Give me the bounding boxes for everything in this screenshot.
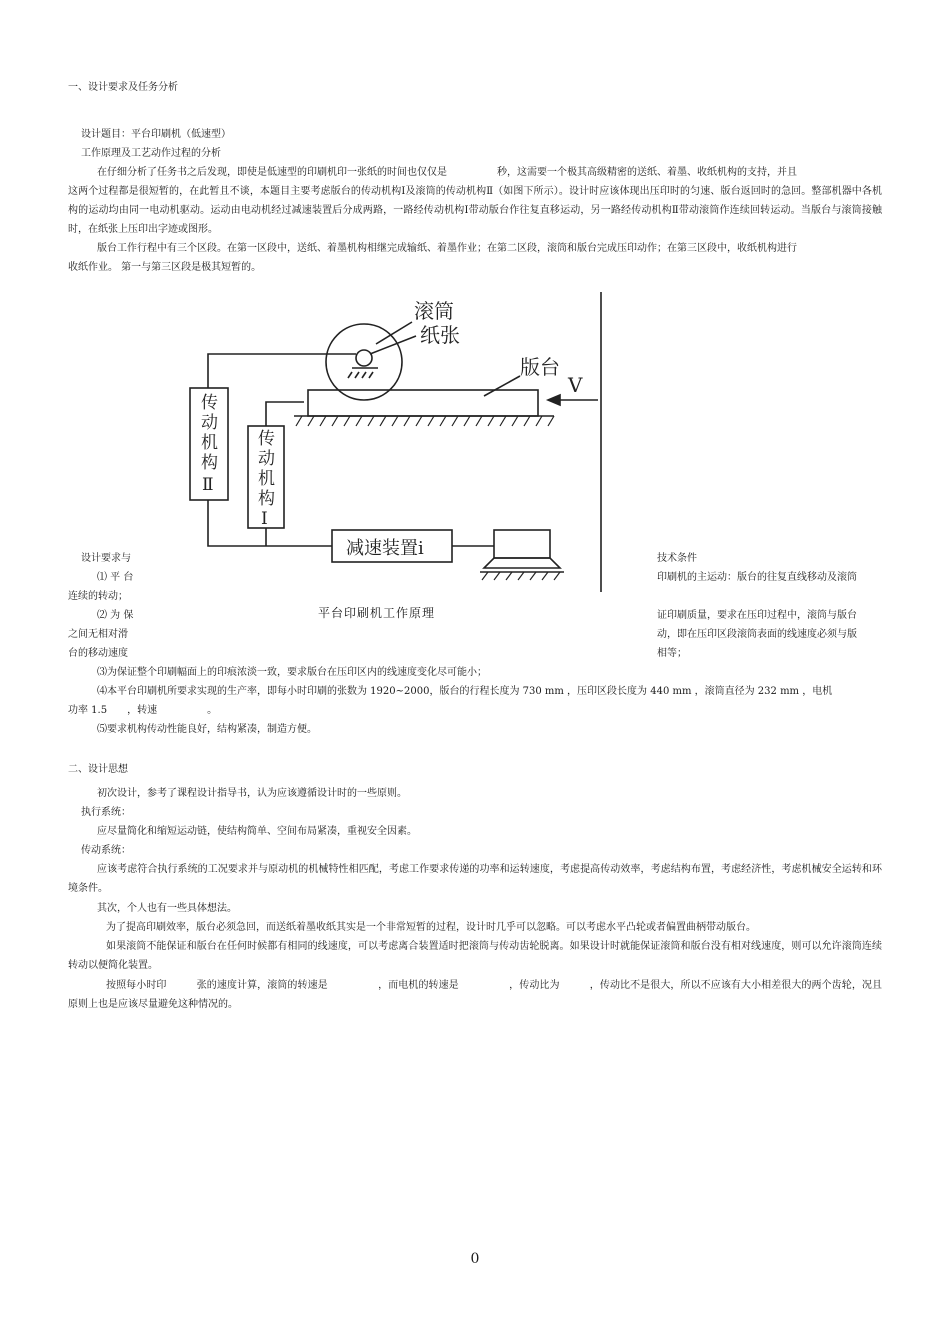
- idea-3: 按照每小时印 张的速度计算，滚筒的转速是 ，而电机的转速是 ，传动比为 ，传动比不是很大，所以不应该有大小相差很大的两个齿轮，况且原则上也是应该尽量避免这种情况的。: [68, 980, 882, 1010]
- section2-heading: 二、设计思想: [68, 764, 128, 775]
- para2-line2: 收纸作业。 第一与第三区段是极其短暂的。: [68, 262, 262, 273]
- req4-line2: 功率 1.5 ，转速 。: [68, 705, 218, 716]
- mech2-char-5: Ⅱ: [202, 475, 214, 495]
- page-number: 0: [470, 1251, 480, 1267]
- req2-line3-right: 相等；: [657, 648, 687, 659]
- req1-cont: 连续的转动；: [68, 591, 128, 602]
- para2-line1: 版台工作行程中有三个区段。在第一区段中，送纸、着墨机构相继完成输纸、着墨作业；在第二区段，滚筒和版台完成压印动作；在第三区段中，收纸机构进行: [97, 243, 797, 254]
- section1-heading: 一、设计要求及任务分析: [68, 82, 178, 93]
- section2-intro: 初次设计，参考了课程设计指导书，认为应该遵循设计时的一些原则。: [97, 788, 407, 799]
- idea-1: 为了提高印刷效率，版台必须急回，而送纸着墨收纸其实是一个非常短暂的过程，设计时几乎可以忽略。可以考虑水平凸轮或者偏置曲柄带动版台。: [106, 922, 756, 933]
- req2-line2-left: 之间无相对滑: [68, 629, 128, 640]
- machine-diagram-svg: [184, 292, 602, 592]
- para1-body: 这两个过程都是很短暂的，在此暂且不谈，本题目主要考虑版台的传动机构Ⅰ及滚筒的传动机构Ⅱ（如图下所示）。设计时应该体现出压印时的匀速、版台返回时的急回。整部机器中各机构的运动均由同一电动机驱动。运动由电动机经过减速装置后分成两路，一路经传动机构Ⅰ带动版台作往复直移运动，另一路经传动机构Ⅱ带动滚筒作连续回转运动。当版台与滚筒接触时，在纸张上压印出字迹或图形。: [68, 186, 882, 235]
- req1-right: 印刷机的主运动：版台的往复直线移动及滚筒: [657, 572, 857, 583]
- exec-text: 应尽量简化和缩短运动链，使结构简单、空间布局紧凑，重视安全因素。: [97, 826, 417, 837]
- exec-heading: 执行系统：: [81, 807, 131, 818]
- req1-left: ⑴ 平 台: [97, 572, 134, 583]
- trans-text: 应该考虑符合执行系统的工况要求并与原动机的机械特性相匹配，考虑工作要求传递的功率和运转速度，考虑提高传动效率，考虑结构布置，考虑经济性，考虑机械安全运转和环境条件。: [68, 864, 882, 894]
- req2-left: ⑵ 为 保: [97, 610, 134, 621]
- label-reducer: 减速装置i: [346, 538, 424, 559]
- req-heading-left: 设计要求与: [81, 553, 131, 564]
- machine-diagram: [184, 292, 602, 592]
- req4-line1: ⑷本平台印刷机所要求实现的生产率，即每小时印刷的张数为 1920~2000，版台的行程长度为 730 mm ，压印区段长度为 440 mm ，滚筒直径为 232 mm ，电机: [97, 686, 833, 697]
- mech1-char-3: 机: [258, 469, 275, 489]
- drum-roller: [356, 350, 372, 366]
- mech1-char-5: Ⅰ: [261, 509, 268, 529]
- label-drum: 滚筒: [414, 299, 454, 323]
- principle-heading: 工作原理及工艺动作过程的分析: [81, 148, 221, 159]
- req5: ⑸要求机构传动性能良好，结构紧凑，制造方便。: [97, 724, 317, 735]
- second-note: 其次，个人也有一些具体想法。: [97, 903, 237, 914]
- req2-line2-right: 动，即在压印区段滚筒表面的线速度必须与版: [657, 629, 857, 640]
- mech2-char-3: 机: [201, 433, 218, 453]
- mech1-char-1: 传: [258, 429, 275, 449]
- mech2-char-1: 传: [201, 393, 218, 413]
- req3: ⑶为保证整个印刷幅面上的印痕浓淡一致，要求版台在压印区内的线速度变化尽可能小；: [97, 667, 487, 678]
- figure-caption: 平台印刷机工作原理: [318, 606, 436, 620]
- mech2-char-2: 动: [201, 413, 218, 433]
- trans-heading: 传动系统：: [81, 845, 131, 856]
- req2-right: 证印刷质量，要求在压印过程中，滚筒与版台: [657, 610, 857, 621]
- label-platen: 版台: [520, 355, 560, 379]
- design-topic: 设计题目：平台印刷机（低速型）: [81, 129, 231, 140]
- req-heading-right: 技术条件: [657, 553, 697, 564]
- req2-line3-left: 台的移动速度: [68, 648, 128, 659]
- mech2-char-4: 构: [201, 453, 218, 473]
- ground-hatch: [296, 416, 560, 580]
- idea-2: 如果滚筒不能保证和版台在任何时候都有相同的线速度，可以考虑离合装置适时把滚筒与传动齿轮脱离。如果设计时就能保证滚筒和版台没有相对线速度，则可以允许滚筒连续转动以便简化装置。: [68, 941, 882, 971]
- para1-line1: 在仔细分析了任务书之后发现，即使是低速型的印刷机印一张纸的时间也仅仅是 秒，这需要一个极其高级精密的送纸、着墨、收纸机构的支持，并且: [97, 167, 797, 178]
- mech1-char-4: 构: [258, 489, 275, 509]
- mech1-char-2: 动: [258, 449, 275, 469]
- label-paper: 纸张: [420, 323, 460, 347]
- motor-box: [494, 530, 550, 558]
- label-velocity: V: [568, 373, 583, 397]
